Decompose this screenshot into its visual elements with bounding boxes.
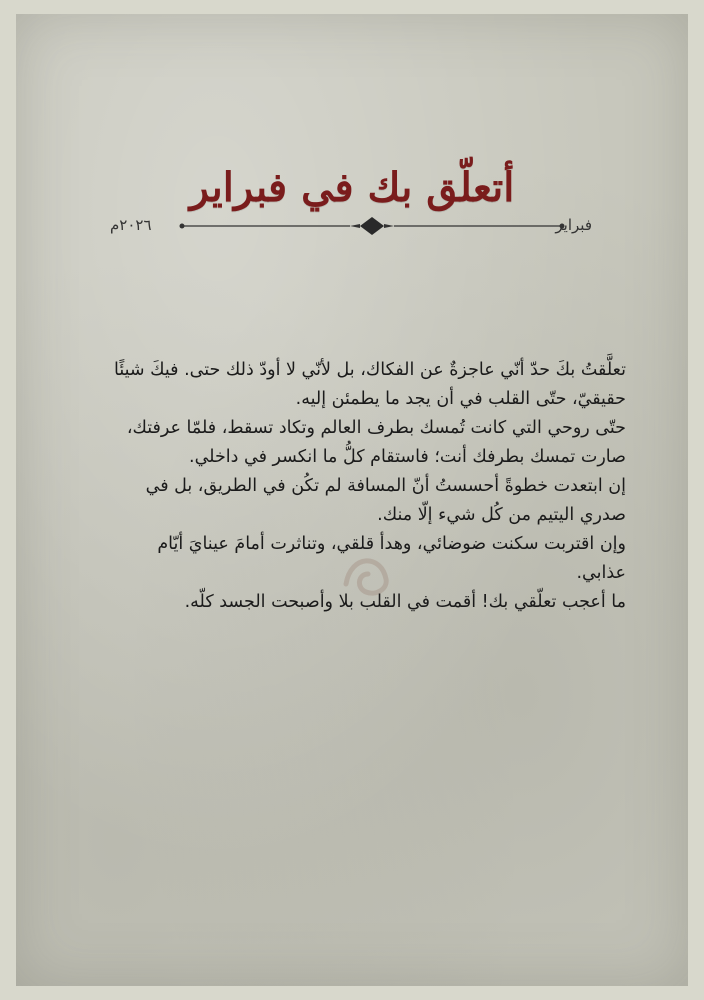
divider-ornament: [112, 214, 632, 238]
month-label: فبراير: [555, 216, 592, 234]
paragraph: ما أعجب تعلّقي بك! أقمت في القلب بلا وأصبحت الجسد كلّه.: [184, 592, 626, 612]
paragraph: وإن اقتربت سكنت ضوضائي، وهدأ قلقي، وتناثرت أمامَ عينايَ أيّام عذابي.: [157, 534, 626, 583]
page-title: أتعلّق بك في فبراير: [189, 164, 515, 211]
paper-page: [16, 14, 688, 986]
body-text: [112, 356, 626, 617]
paragraph: تعلَّقتُ بكَ حدّ أنّي عاجزةٌ عن الفكاك، بل لأنّي لا أودّ ذلك حتى. فيكَ شيئًا حقيقيّ، حتّى القلب في أن يجد ما يطمئن إليه.: [114, 360, 626, 409]
paragraph: حتّى روحي التي كانت تُمسك بطرف العالم وتكاد تسقط، فلمّا عرفتك، صارت تمسك بطرفك أنت؛ فاستقام كلُّ ما انكسر في داخلي.: [126, 418, 626, 467]
paragraph: إن ابتعدت خطوةً أحسستُ أنّ المسافة لم تكُن في الطريق، بل في صدري اليتيم من كُل شيء إلّا منك.: [145, 476, 626, 525]
year-label: ٢٠٢٦م: [110, 216, 152, 234]
